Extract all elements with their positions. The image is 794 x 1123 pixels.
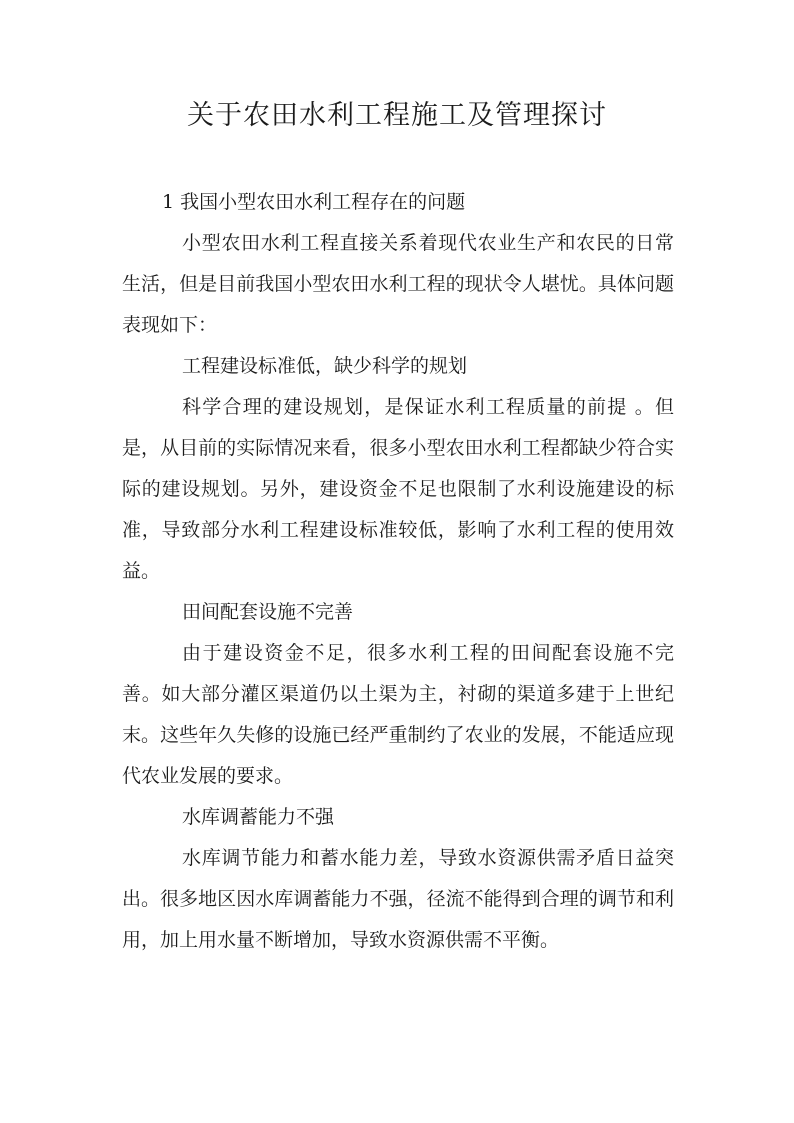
subsection-heading-reservoir: 水库调蓄能力不强 [182, 806, 335, 828]
intro-paragraph: 小型农田水利工程直接关系着现代农业生产和农民的日常生活，但是目前我国小型农田水利工程的现状令人堪忧。具体问题表现如下： [122, 232, 674, 336]
document-body [122, 182, 674, 961]
subsection-heading-facilities: 田间配套设施不完善 [182, 601, 354, 623]
subsection-paragraph-facilities: 由于建设资金不足，很多水利工程的田间配套设施不完善。如大部分灌区渠道仍以土渠为主，衬砌的渠道多建于上世纪末。这些年久失修的设施已经严重制约了农业的发展，不能适应现代农业发展的要求。 [122, 642, 674, 787]
section-heading: 1 我国小型农田水利工程存在的问题 [162, 191, 466, 213]
document-title: 关于农田水利工程施工及管理探讨 [187, 100, 607, 131]
subsection-paragraph-standards: 科学合理的建设规划，是保证水利工程质量的前提 。但是，从目前的实际情况来看，很多小型农田水利工程都缺少符合实际的建设规划。另外，建设资金不足也限制了水利设施建设的标准，导致部分水利工程建设标准较低，影响了水利工程的使用效益。 [122, 396, 674, 582]
subsection-heading-standards: 工程建设标准低，缺少科学的规划 [182, 355, 468, 377]
subsection-paragraph-reservoir: 水库调节能力和蓄水能力差，导致水资源供需矛盾日益突出。很多地区因水库调蓄能力不强，径流不能得到合理的调节和利用，加上用水量不断增加，导致水资源供需不平衡。 [122, 847, 674, 951]
